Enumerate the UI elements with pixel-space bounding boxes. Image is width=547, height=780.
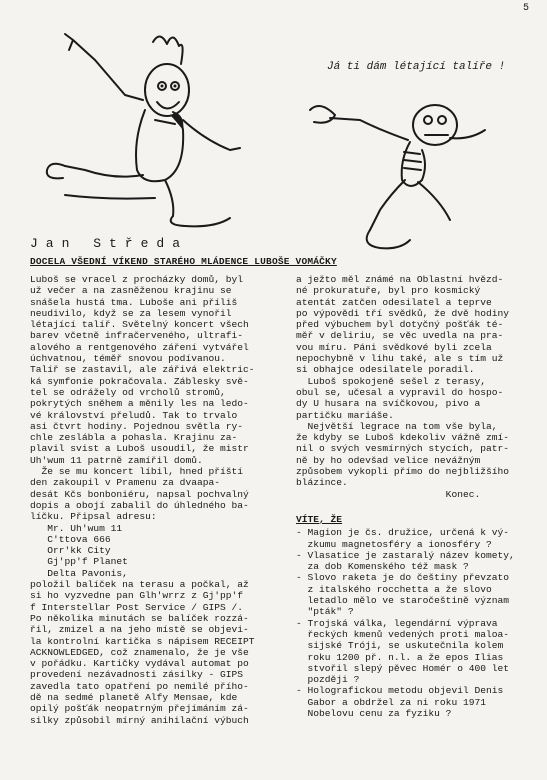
article-line: vou míru. Páni svědkové byli zcela [296,341,492,353]
article-line: ně by ho odevšad velice nevážným [296,454,481,466]
article-line: ACKNOWLEDGED, což znamenalo, že je vše [30,646,249,658]
article-line: Luboš spokojeně sešel z terasy, [296,375,486,387]
article-line: řil, zmizel a na jeho místě se objevi- [30,624,249,636]
article-line: f Interstellar Post Service / GIPS /. [30,601,244,613]
article-line: dě na sedmé planetě Alfy Mensae, kde [30,691,238,703]
article-line: dopis a obojí zabalil do úhledného ba- [30,499,249,511]
article-line: měř v deliriu, se věc uvedla na pra- [296,330,504,342]
address-line: Delta Pavonis, [30,567,128,579]
article-line: létající talíř. Světelný koncert všech [30,319,249,331]
article-line: tel se odrážely od vrcholů stromů, [30,386,226,398]
article-author: Jan Středa [30,236,189,251]
article-line: a ježto měl známé na Oblastní hvězd- [296,274,504,285]
article-line: desát Kčs bonboniéru, napsal pochvalný [30,488,249,500]
article-end-mark: Konec. [296,488,481,500]
skeleton-illustration [300,80,500,255]
article-line: Po několika minutách se balíček rozzá- [30,612,249,624]
article-line: už večer a na zasněženou krajinu se [30,285,232,297]
article-line: asi čtvrt hodiny. Pojednou světla ry- [30,420,244,432]
article-line: Talíř se zastavil, ale zářivá elektric- [30,364,255,376]
article-line: si obhajce odesilatele poradil. [296,364,475,376]
article-line: úchvatnou, téměř snovou podívanou. [30,353,226,365]
article-line: opilý pošťák neopatrným přejímáním zá- [30,703,249,715]
article-line: neudivilo, když se za lesem vynořil [30,307,232,319]
article-line: dy U husara na svíčkovou, pivo a [296,398,481,410]
address-line: C'ttova 666 [30,533,111,545]
article-line: líčku. Připsal adresu: [30,511,157,523]
illustration-caption: Já ti dám létající talíře ! [327,61,506,73]
article-line: nepochybně v lihu také, ale s tím už [296,353,504,365]
address-line: Mr. Uh'wum 11 [30,522,123,534]
article-line: alového a rentgenového záření vytvářel [30,341,249,353]
fact-item: - Trojská válka, legendární výprava řeckých kmenů vedených proti maloa- sijské Tróji, se uskutečnila kolem roku 1200 př. n.l. a že epos Ilias stvořil slepý pěvec Homér o 400 let později ? [296,617,510,686]
article-line: položil balíček na terasu a počkal, až [30,579,249,591]
article-line: chle zeslábla a pohasla. Krajinu za- [30,432,238,444]
article-line: obul se, učesal a vypravil do hospo- [296,386,504,398]
article-line: po výpovědi tří svědků, že dvě hodiny [296,307,510,319]
article-line: způsobem vykopli přímo do nejbližšího [296,466,510,478]
article-line: atentát zatčen odesilatel a teprve [296,296,492,308]
article-line: né prokuratuře, byl pro kosmický [296,285,481,297]
facts-list [296,527,536,719]
article-line: Největší legrace na tom vše byla, [296,420,498,432]
article-line: pokrytých sněhem a měnily les na ledo- [30,398,249,410]
article-line: la kontrolní kartička s nápisem RECEIPT [30,635,255,647]
article-line: nil o svých vesmírných stycích, patr- [296,443,510,455]
article-line: si ho vyzvedne pan Glh'wrrz z Gj'pp'f [30,590,244,602]
article-line: partičku mariáše. [296,409,394,421]
article-line: snášela hustá tma. Luboše ani příliš [30,296,238,308]
fact-item: - Holografickou metodu objevil Denis Gabor a obdržel za ni roku 1971 Nobelovu cenu za fyziku ? [296,685,504,719]
article-headline: DOCELA VŠEDNÍ VÍKEND STARÉHO MLÁDENCE LUBOŠE VOMÁČKY [30,256,337,267]
fact-item: - Vlasatice je zastaralý název komety, za dob Komenského též mask ? [296,549,515,573]
address-line: Gj'pp'f Planet [30,556,128,568]
article-right-column [296,274,536,719]
article-line: barev včetně infračerveného, ultrafi- [30,330,244,342]
article-line: silky způsobil mírný anihilační výbuch [30,714,249,726]
page-number: 5 [522,3,529,14]
article-line: Luboš se vracel z procházky domů, byl [30,274,244,285]
article-line: že kdyby se Luboš kdekoliv vážně zmí- [296,432,510,444]
fact-item: - Slovo raketa je do češtiny převzato z italského rocchetta a že slovo letadlo mělo ve staročeštině význam "pták" ? [296,572,510,618]
article-line: plavil svist a Luboš usoudil, že mistr [30,443,249,455]
fact-item: - Magion je čs. družice, určená k vý- zkumu magnetosféry a ionosféry ? [296,527,510,550]
article-line: před výbuchem byl dotyčný pošťák té- [296,319,504,331]
article-line: v pořádku. Kartičky vydával automat po [30,658,249,670]
article-line: den zakoupil v Pramenu za dvaapa- [30,477,220,489]
facts-title: VÍTE, ŽE [296,513,343,525]
article-line: ká symfonie pokračovala. Záblesky svě- [30,375,249,387]
running-man-illustration [25,20,255,235]
article-line: blázince. [296,477,348,489]
article-line: provedení nezávadnosti zásilky - GIPS [30,669,244,681]
article-line: Že se mu koncert líbil, hned příští [30,466,244,478]
address-line: Orr'kk City [30,545,111,557]
article-line: vé království přeludů. Tak to trvalo [30,409,238,421]
article-line: zavedla tato opatření po nemilé přího- [30,680,249,692]
article-left-column [30,274,288,726]
article-line: Uh'wum 11 patrně zamířil domů. [30,454,203,466]
